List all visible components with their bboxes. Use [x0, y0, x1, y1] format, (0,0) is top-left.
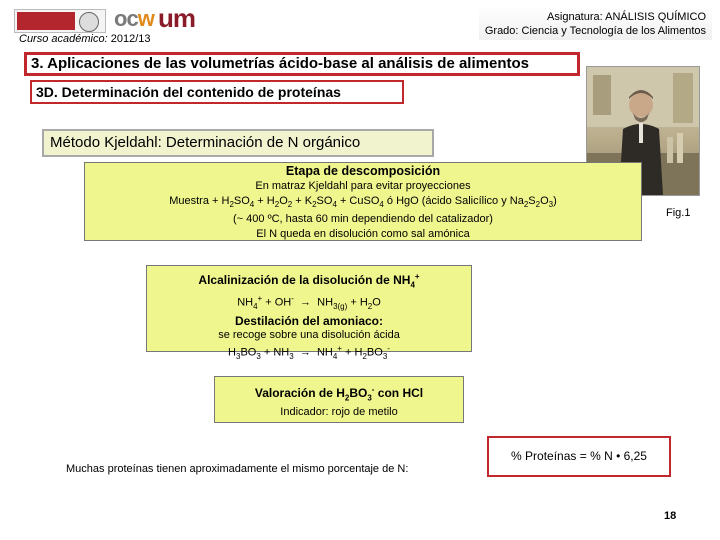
alkalinization-equation [147, 292, 471, 314]
method-title: Método Kjeldahl: Determinación de N orgánico [42, 129, 434, 157]
ocw-logo-text-2: w [137, 6, 154, 31]
decomposition-line-1: En matraz Kjeldahl para evitar proyecciones [255, 180, 471, 192]
eq-part: ) [553, 195, 557, 207]
eq-sub: 3 [289, 352, 294, 362]
eq-part: + H [347, 297, 368, 310]
eq-sub: 2 [344, 393, 350, 403]
eq-part: BO [366, 346, 383, 359]
decomposition-line-4: El N queda en disolución como sal amónica [256, 228, 470, 241]
eq-sub: 4 [249, 200, 255, 210]
reaction-arrow-icon: → [300, 297, 312, 310]
eq-part: Valoración de H [254, 386, 345, 400]
eq-sub: 2 [535, 200, 541, 210]
eq-part: con HCl [374, 386, 424, 400]
protein-formula-box: % Proteínas = % N • 6,25 [487, 436, 671, 477]
eq-part: SO [316, 195, 333, 207]
titration-heading [215, 383, 463, 405]
eq-sub: 4 [332, 352, 338, 362]
distillation-note: se recoge sobre una disolución ácida [218, 329, 400, 342]
eq-part: H [228, 346, 236, 359]
protein-note: Muchas proteínas tienen aproximadamente el mismo porcentaje de N: [66, 463, 409, 475]
alkalinization-heading [147, 270, 471, 292]
eq-sub: 3 [382, 352, 388, 362]
reaction-arrow-icon: → [299, 346, 311, 359]
distillation-heading: Destilación del amoniaco: [234, 314, 384, 329]
eq-part: + K [292, 195, 313, 207]
eq-part: BO [240, 346, 257, 359]
umu-logo-mark [17, 12, 75, 30]
eq-sup: - [387, 344, 390, 354]
eq-part: O [279, 195, 288, 207]
course-info [479, 6, 712, 40]
eq-sub: 4 [410, 280, 415, 290]
eq-sub: 2 [274, 200, 280, 210]
eq-sub: 2 [229, 200, 234, 210]
academic-year-label: Curso académico: [19, 33, 108, 45]
eq-part: + OH [262, 297, 292, 310]
eq-part: + CuSO [336, 195, 380, 207]
eq-sub: 2 [523, 200, 529, 210]
section-title: 3. Aplicaciones de las volumetrías ácido-base al análisis de alimentos [24, 52, 580, 76]
alkalinization-distillation-box [146, 265, 472, 362]
eq-part: + NH [260, 346, 290, 359]
subsection-title: 3D. Determinación del contenido de proteínas [30, 80, 404, 104]
eq-part: ó HgO (ácido Salicílico y Na [383, 195, 524, 207]
eq-part: NH [237, 297, 254, 310]
decomposition-stage-box [84, 162, 642, 241]
decomposition-line-2 [85, 194, 641, 212]
eq-part: O [540, 195, 549, 207]
eq-sub: 2 [312, 200, 317, 210]
decomposition-line-3: (~ 400 ºC, hasta 60 min dependiendo del catalizador) [233, 213, 493, 226]
eq-part: SO [233, 195, 250, 207]
eq-sub: 3(g) [333, 302, 348, 312]
eq-sup: + [337, 344, 342, 354]
eq-part: NH [317, 297, 334, 310]
eq-sup: + [414, 272, 420, 281]
ocw-logo-text-1: oc [114, 6, 138, 31]
eq-sup: - [291, 294, 294, 304]
umu-seal-icon [79, 12, 99, 32]
degree-name: Grado: Ciencia y Tecnología de los Alimentos [484, 25, 706, 37]
umu-logo [14, 9, 106, 33]
eq-sub: 4 [332, 200, 337, 210]
academic-year-value: 2012/13 [110, 33, 151, 45]
eq-sub: 2 [367, 302, 373, 312]
subject-name: Asignatura: ANÁLISIS QUÍMICO [547, 11, 706, 23]
eq-sup: + [257, 294, 263, 304]
eq-sub: 4 [253, 302, 258, 312]
eq-sub: 3 [236, 352, 241, 362]
eq-part: S [528, 195, 536, 207]
eq-part: BO [349, 386, 368, 400]
ocw-logo [114, 6, 154, 32]
eq-part: + H [254, 195, 275, 207]
um-logo: um [158, 3, 195, 33]
eq-part: Alcalinización de la disolución de NH [198, 273, 411, 287]
eq-sub: 3 [367, 393, 372, 403]
titration-indicator: Indicador: rojo de metilo [280, 406, 398, 419]
eq-sup: - [371, 385, 375, 394]
eq-sub: 2 [362, 352, 367, 362]
page-number: 18 [664, 510, 677, 522]
eq-part: NH [316, 346, 333, 359]
figure-caption: Fig.1 [666, 207, 691, 219]
eq-part: + H [341, 346, 363, 359]
eq-sub: 3 [548, 200, 554, 210]
eq-sub: 2 [287, 200, 293, 210]
eq-part: O [372, 297, 381, 310]
distillation-equation [147, 342, 471, 364]
decomposition-heading: Etapa de descomposición [285, 164, 441, 178]
academic-year [19, 33, 150, 45]
titration-box [214, 376, 464, 423]
eq-sub: 3 [256, 352, 261, 362]
eq-part: Muestra + H [169, 195, 230, 207]
eq-sub: 4 [379, 200, 384, 210]
